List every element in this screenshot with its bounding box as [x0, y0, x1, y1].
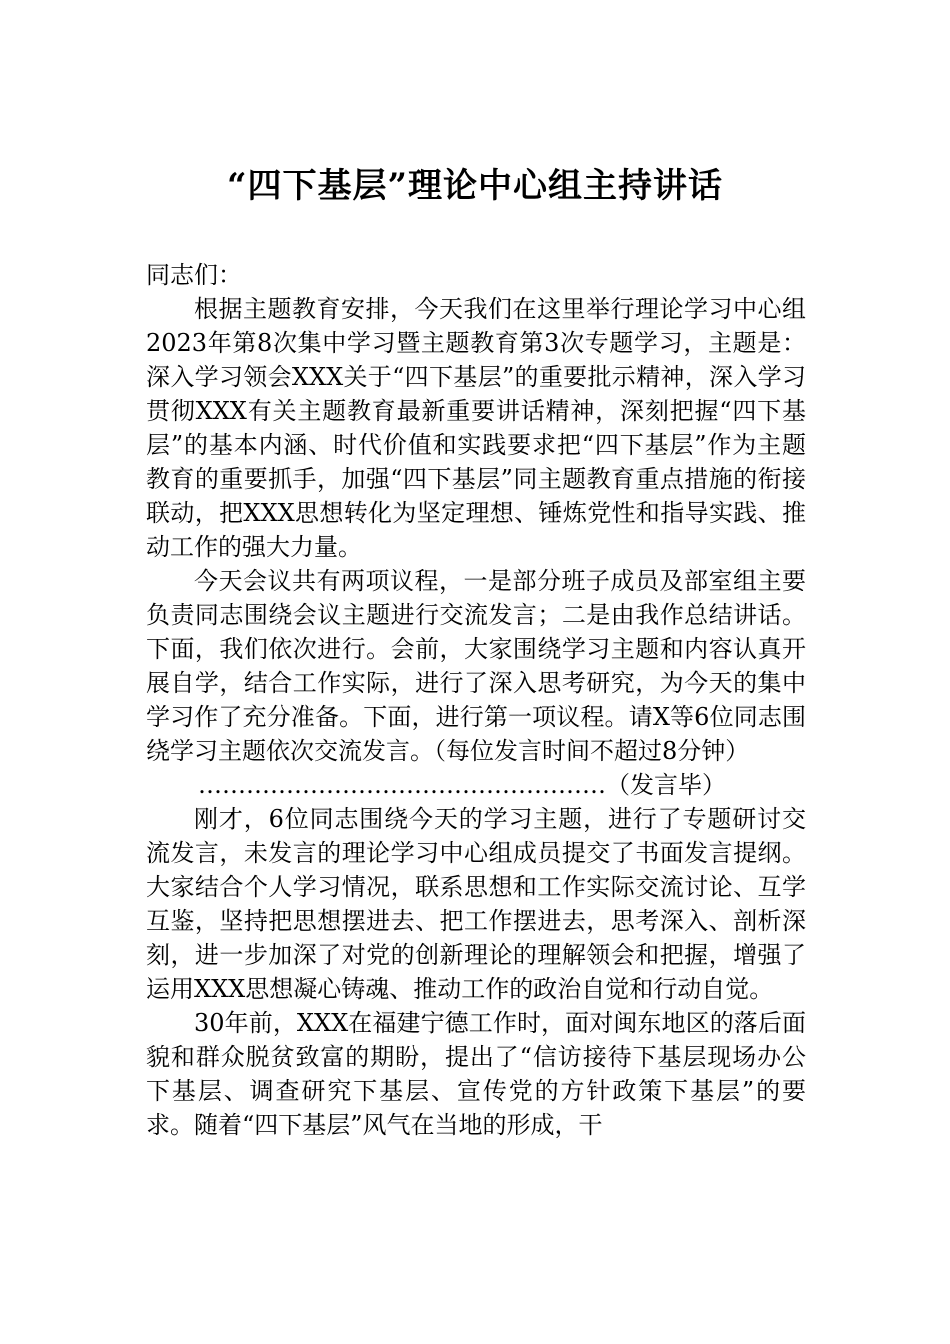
- document-body: [146, 258, 806, 1142]
- paragraph-meeting-schedule: 今天会议共有两项议程，一是部分班子成员及部室组主要负责同志围绕会议主题进行交流发言；二是由我作总结讲话。下面，我们依次进行。会前，大家围绕学习主题和内容认真开展自学，结合工作实际，进行了深入思考研究，为今天的集中学习作了充分准备。下面，进行第一项议程。请X等6位同志围绕学习主题依次交流发言。（每位发言时间不超过8分钟）: [146, 567, 806, 765]
- document-title: “四下基层”理论中心组主持讲话: [226, 166, 724, 206]
- speech-end-separator: ……………………………………………（发言毕）: [198, 771, 726, 799]
- paragraph-summary: 刚才，6位同志围绕今天的学习主题，进行了专题研讨交流发言，未发言的理论学习中心组成员提交了书面发言提纲。大家结合个人学习情况，联系思想和工作实际交流讨论、互学互鉴，坚持把思想摆进去、把工作摆进去，思考深入、剖析深刻，进一步加深了对党的创新理论的理解领会和把握，增强了运用XXX思想凝心铸魂、推动工作的政治自觉和行动自觉。: [146, 805, 806, 1003]
- salutation: 同志们：: [146, 261, 242, 289]
- paragraph-agenda-intro: 根据主题教育安排，今天我们在这里举行理论学习中心组2023年第8次集中学习暨主题教育第3次专题学习，主题是：深入学习领会XXX关于“四下基层”的重要批示精神，深入学习贯彻XXX有关主题教育最新重要讲话精神，深刻把握“四下基层”的基本内涵、时代价值和实践要求把“四下基层”作为主题教育的重要抓手，加强“四下基层”同主题教育重点措施的衔接联动，把XXX思想转化为坚定理想、锤炼党性和指导实践、推动工作的强大力量。: [146, 295, 806, 561]
- paragraph-history: 30年前，XXX在福建宁德工作时，面对闽东地区的落后面貌和群众脱贫致富的期盼，提出了“信访接待下基层现场办公下基层、调查研究下基层、宣传党的方针政策下基层”的要求。随着“四下基层”风气在当地的形成，干: [146, 1009, 806, 1139]
